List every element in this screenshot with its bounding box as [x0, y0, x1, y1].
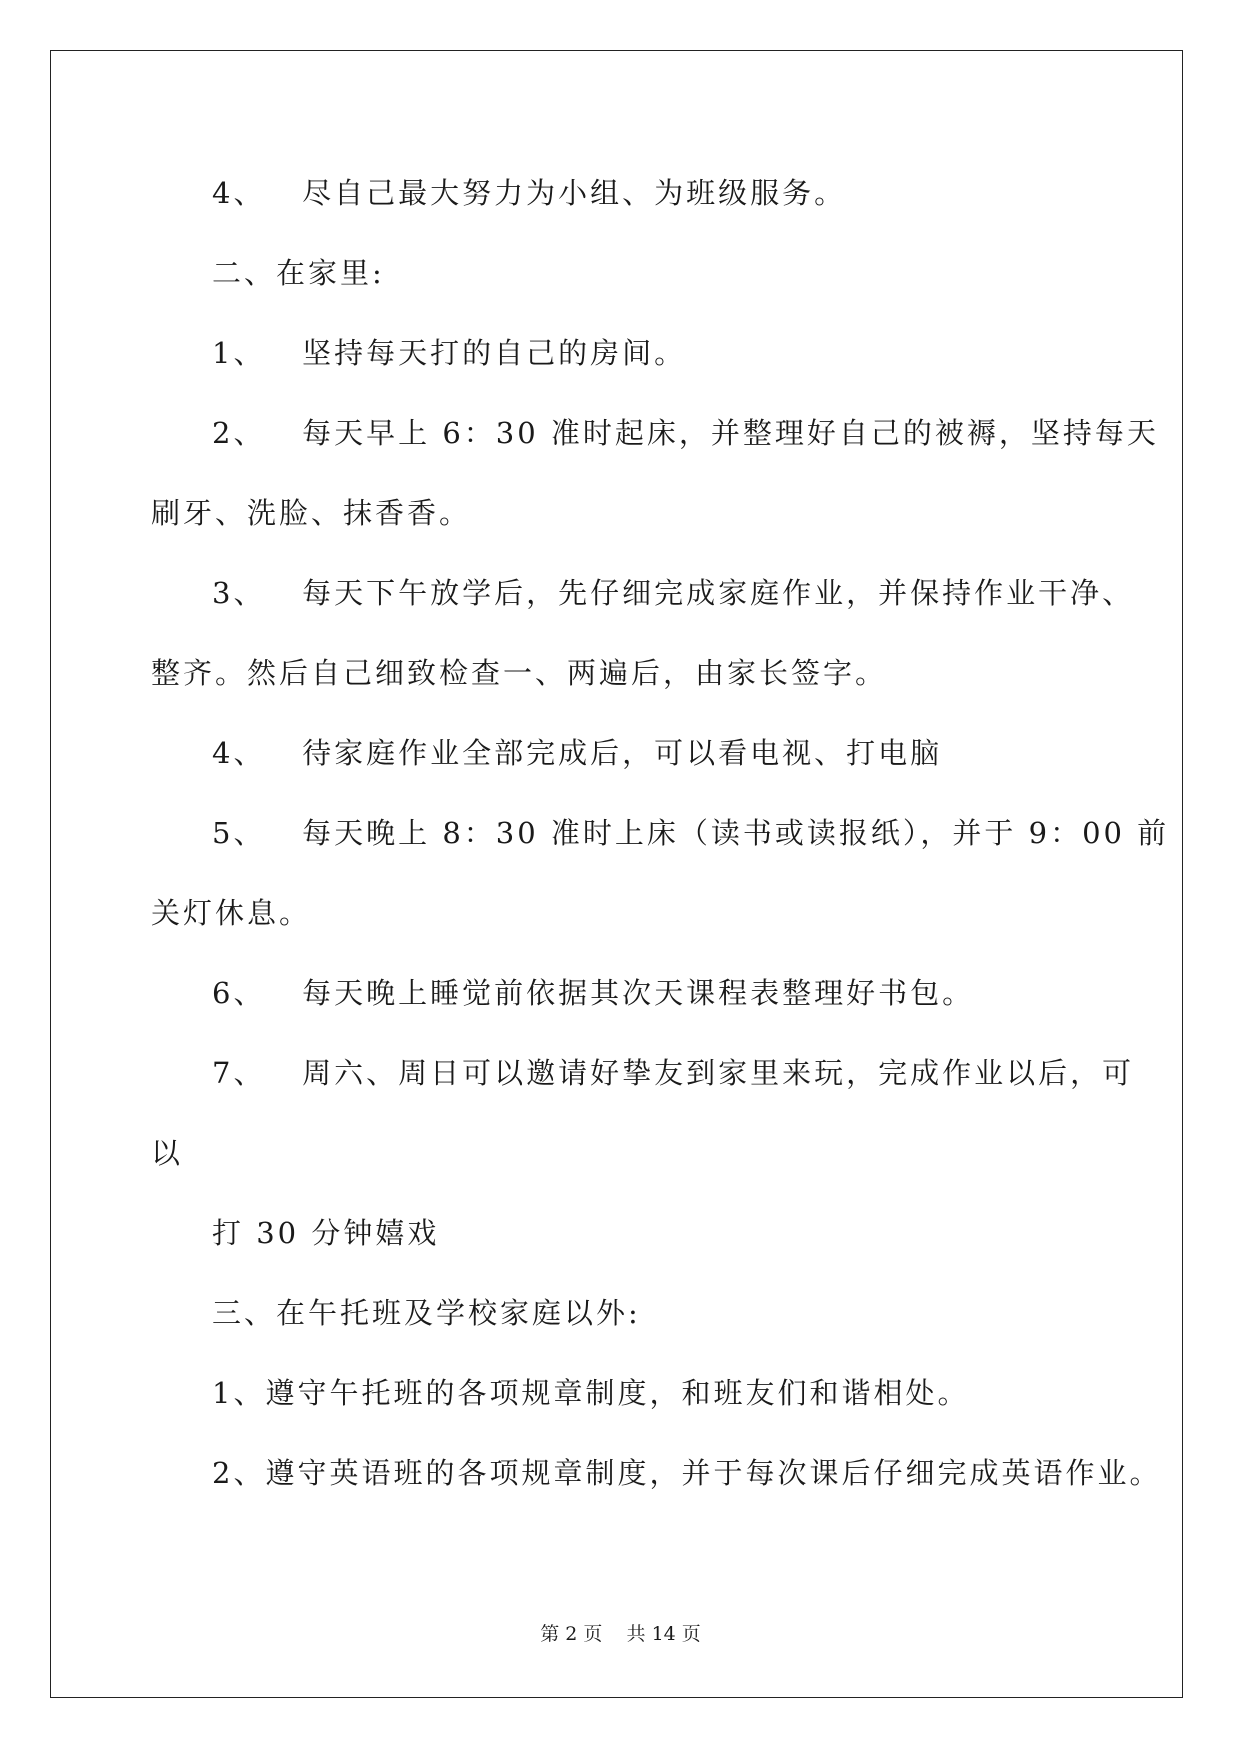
- page-border: [50, 50, 1183, 1698]
- page-number-footer: 第 2 页 共 14 页: [540, 1623, 701, 1645]
